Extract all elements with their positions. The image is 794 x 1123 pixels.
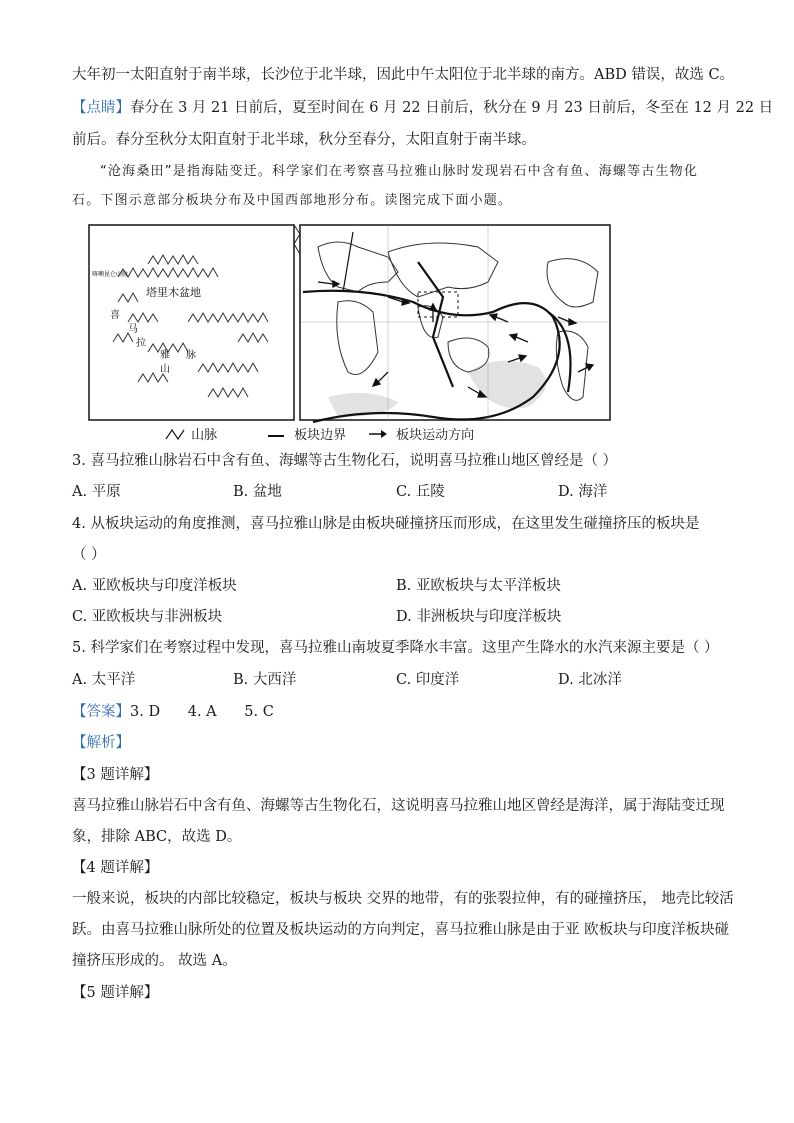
q5-option-b: B. 大西洋 [233,672,297,688]
stem-line-1: “沧海桑田”是指海陆变迁。科学家们在考察喜马拉雅山脉时发现岩石中含有鱼、海螺等古生物化 [100,164,699,179]
tarim-basin-label: 塔里木盆地 [146,287,201,299]
himalaya-char-6: 脉 [186,350,196,361]
legend-direction [368,424,474,443]
intro-line-2 [72,98,773,118]
question-3-text: 3. 喜马拉雅山脉岩石中含有鱼、海螺等古生物化石，说明喜马拉雅山地区曾经是（ ） [72,453,618,469]
legend-boundary-label: 板块边界 [294,428,347,443]
legend-boundary [268,424,346,443]
stem-line-2: 石。下图示意部分板块分布及中国西部地形分布。读图完成下面小题。 [72,193,513,208]
intro-line-3: 前后。春分至秋分太阳直射于北半球，秋分至春分，太阳直射于南半球。 [72,132,536,148]
q5-option-c: C. 印度洋 [396,672,460,688]
q4-option-a: A. 亚欧板块与印度洋板块 [72,578,237,594]
q4-option-b: B. 亚欧板块与太平洋板块 [396,578,561,594]
q4-detail-line-2: 跃。由喜马拉雅山脉所处的位置及板块运动的方向判定，喜马拉雅山脉是由于亚 欧板块与印度洋板块碰 [72,922,730,938]
himalaya-char-4: 雅 [160,350,170,361]
right-panel-frame [300,225,610,420]
left-panel-frame [89,225,294,420]
dianjing-text: 春分在 3 月 21 日前后，夏至时间在 6 月 22 日前后，秋分在 9 月 23 日前后，冬至在 12 月 22 日 [130,100,774,116]
q3-option-b: B. 盆地 [233,484,282,500]
q3-detail-line-1: 喜马拉雅山脉岩石中含有鱼、海螺等古生物化石，这说明喜马拉雅山地区曾经是海洋，属于海陆变迁现 [72,798,725,814]
q4-detail-line-3: 撞挤压形成的。 故选 A。 [72,953,237,969]
q4-option-c: C. 亚欧板块与非洲板块 [72,609,223,625]
question-4-bracket: （ ） [72,547,106,563]
question-4-text: 4. 从板块运动的角度推测，喜马拉雅山脉是由板块碰撞挤压而形成，在这里发生碰撞挤压的板块是 [72,516,700,532]
legend-mountain [165,424,217,444]
analysis-tag: 【解析】 [72,735,130,751]
q3-option-a: A. 平原 [72,484,121,500]
himalaya-char-1: 喜 [110,310,120,321]
q4-detail-line-1: 一般来说，板块的内部比较稳定，板块与板块 交界的地带，有的张裂拉伸，有的碰撞挤压， 地壳比较活 [72,891,734,907]
answer-values: 3. D 4. A 5. C [130,704,274,720]
q4-option-d: D. 非洲板块与印度洋板块 [396,609,562,625]
mountain-legend-icon [165,428,187,444]
boundary-line-icon [268,435,284,437]
himalaya-char-2: 马 [128,324,138,335]
himalaya-char-5: 山 [160,364,170,375]
q4-detail-tag: 【4 题详解】 [72,860,159,876]
q3-detail-tag: 【3 题详解】 [72,767,159,783]
q5-option-d: D. 北冰洋 [558,672,622,688]
q5-option-a: A. 太平洋 [72,672,136,688]
intro-line-1: 大年初一太阳直射于南半球，长沙位于北半球，因此中午太阳位于北半球的南方。ABD 错误，故选 C。 [72,67,735,83]
answer-line [72,702,274,722]
q3-option-d: D. 海洋 [558,484,608,500]
plate-map-figure [88,222,612,442]
arrow-icon [368,428,388,443]
q3-detail-line-2: 象，排除 ABC，故选 D。 [72,829,242,845]
answer-tag: 【答案】 [72,704,130,720]
q5-detail-tag: 【5 题详解】 [72,985,159,1001]
q3-option-c: C. 丘陵 [396,484,445,500]
legend-mountain-label: 山脉 [191,428,218,443]
question-5-text: 5. 科学家们在考察过程中发现，喜马拉雅山南坡夏季降水丰富。这里产生降水的水汽来源主要是（ ） [72,640,719,656]
karakoram-label: 喀喇昆仑山脉 [92,272,129,278]
dianjing-tag: 【点睛】 [72,100,130,116]
legend-direction-label: 板块运动方向 [396,428,475,443]
himalaya-char-3: 拉 [136,338,146,349]
